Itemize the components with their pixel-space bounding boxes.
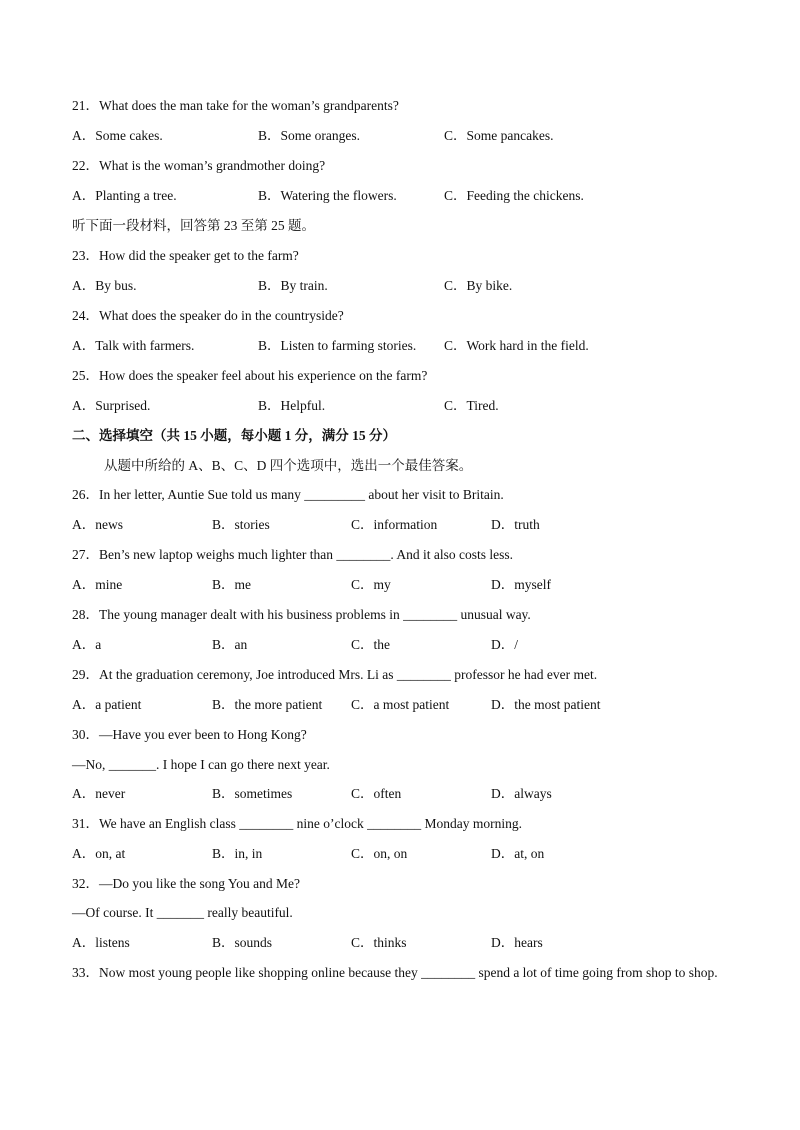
q30-option-b: B．sometimes [212,786,293,801]
section-instruction: 从题中所给的 A、B、C、D 四个选项中，选出一个最佳答案。 [104,458,473,473]
question-33: 33．Now most young people like shopping online because they ________ spend a lot of time going from shop to shop. [72,965,718,980]
q30-option-c: C．often [351,786,402,801]
q32-option-b: B．sounds [212,935,273,950]
q25-option-b: B．Helpful. [258,398,326,413]
q27-option-c: C．my [351,577,391,592]
q26-option-c: C．information [351,517,438,532]
q32-option-a: A．listens [72,935,130,950]
q24-option-c: C．Work hard in the field. [444,338,589,353]
q30-option-a: A．never [72,786,126,801]
q24-option-a: A．Talk with farmers. [72,338,195,353]
q21-option-b: B．Some oranges. [258,128,360,143]
q28-option-a: A．a [72,637,102,652]
question-30-reply: —No, _______. I hope I can go there next year. [72,757,330,772]
q32-option-c: C．thinks [351,935,407,950]
question-30: 30．—Have you ever been to Hong Kong? [72,727,307,742]
q21-option-a: A．Some cakes. [72,128,163,143]
q22-option-b: B．Watering the flowers. [258,188,397,203]
q31-option-b: B．in, in [212,846,263,861]
q26-option-d: D．truth [491,517,540,532]
question-32-reply: —Of course. It _______ really beautiful. [72,905,293,920]
q28-option-d: D．/ [491,637,518,652]
q27-option-b: B．me [212,577,251,592]
question-22: 22．What is the woman’s grandmother doing? [72,158,326,173]
question-26: 26．In her letter, Auntie Sue told us many _________ about her visit to Britain. [72,487,504,502]
q31-option-c: C．on, on [351,846,408,861]
q25-option-c: C．Tired. [444,398,499,413]
q32-option-d: D．hears [491,935,543,950]
q23-option-c: C．By bike. [444,278,513,293]
question-27: 27．Ben’s new laptop weighs much lighter than ________. And it also costs less. [72,547,513,562]
q25-option-a: A．Surprised. [72,398,151,413]
q23-option-b: B．By train. [258,278,328,293]
question-24: 24．What does the speaker do in the countryside? [72,308,344,323]
question-28: 28．The young manager dealt with his business problems in ________ unusual way. [72,607,531,622]
q29-option-d: D．the most patient [491,697,601,712]
q24-option-b: B．Listen to farming stories. [258,338,417,353]
q23-option-a: A．By bus. [72,278,137,293]
q28-option-b: B．an [212,637,248,652]
listening-instruction: 听下面一段材料，回答第 23 至第 25 题。 [72,218,315,233]
q22-option-c: C．Feeding the chickens. [444,188,584,203]
q27-option-d: D．myself [491,577,551,592]
question-21: 21．What does the man take for the woman’s grandparents? [72,98,399,113]
q29-option-b: B．the more patient [212,697,323,712]
q30-option-d: D．always [491,786,552,801]
q22-option-a: A．Planting a tree. [72,188,177,203]
q26-option-b: B．stories [212,517,270,532]
section-heading: 二、选择填空（共 15 小题，每小题 1 分，满分 15 分） [72,428,396,443]
q27-option-a: A．mine [72,577,123,592]
question-29: 29．At the graduation ceremony, Joe introduced Mrs. Li as ________ professor he had ever met. [72,667,598,682]
q31-option-a: A．on, at [72,846,126,861]
q21-option-c: C．Some pancakes. [444,128,554,143]
question-23: 23．How did the speaker get to the farm? [72,248,299,263]
q28-option-c: C．the [351,637,390,652]
q26-option-a: A．news [72,517,123,532]
question-25: 25．How does the speaker feel about his experience on the farm? [72,368,428,383]
q29-option-a: A．a patient [72,697,142,712]
question-32: 32．—Do you like the song You and Me? [72,876,300,891]
q31-option-d: D．at, on [491,846,545,861]
question-31: 31．We have an English class ________ nine o’clock ________ Monday morning. [72,816,522,831]
q29-option-c: C．a most patient [351,697,450,712]
